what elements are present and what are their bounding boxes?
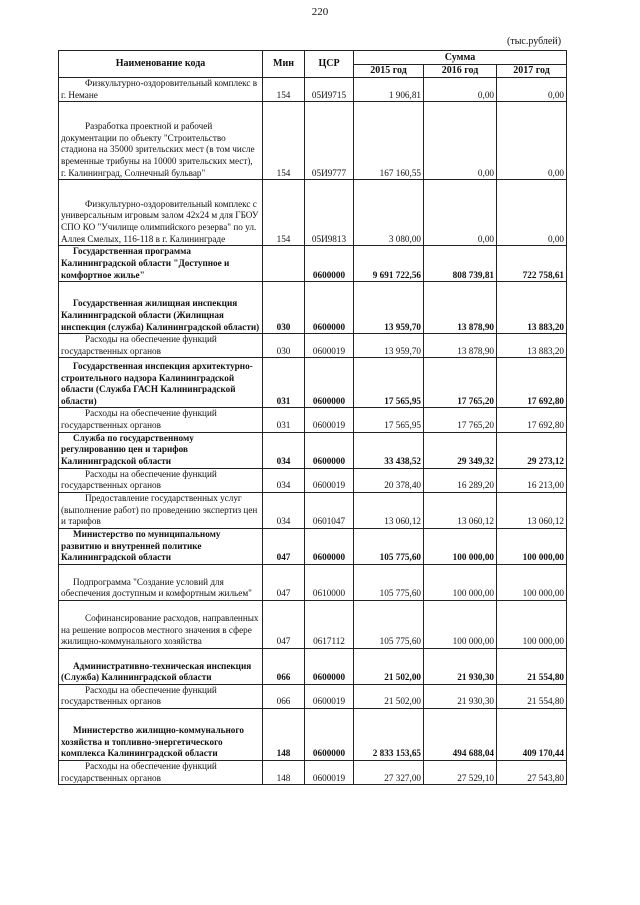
row-csr: 0610000 (305, 564, 354, 600)
header-year-2015: 2015 год (354, 65, 424, 78)
row-value-2015: 105 775,60 (354, 600, 424, 648)
row-min: 030 (263, 334, 305, 358)
row-min: 066 (263, 648, 305, 684)
row-name: Расходы на обеспечение функций государственных органов (59, 760, 263, 784)
row-value-2017: 0,00 (497, 180, 567, 246)
row-name: Расходы на обеспечение функций государственных органов (59, 334, 263, 358)
row-name: Подпрограмма "Создание условий для обеспечения доступным и комфортным жильем" (59, 564, 263, 600)
row-min: 047 (263, 564, 305, 600)
row-name: Расходы на обеспечение функций государственных органов (59, 684, 263, 708)
row-value-2015: 27 327,00 (354, 760, 424, 784)
row-value-2016: 0,00 (424, 180, 497, 246)
table-row (59, 708, 567, 760)
row-value-2015: 9 691 722,56 (354, 246, 424, 282)
table-row (59, 564, 567, 600)
row-value-2015: 1 906,81 (354, 78, 424, 102)
header-year-2016: 2016 год (424, 65, 497, 78)
table-row (59, 246, 567, 282)
row-value-2015: 33 438,52 (354, 432, 424, 468)
table-row (59, 408, 567, 432)
row-min: 034 (263, 468, 305, 492)
row-value-2015: 17 565,95 (354, 358, 424, 408)
table-row (59, 282, 567, 334)
table-row (59, 102, 567, 180)
table-row (59, 528, 567, 564)
row-csr: 0600000 (305, 282, 354, 334)
row-name: Административно-техническая инспекция (Служба) Калининградской области (59, 648, 263, 684)
row-min: 148 (263, 760, 305, 784)
row-value-2016: 27 529,10 (424, 760, 497, 784)
row-value-2017: 100 000,00 (497, 600, 567, 648)
row-csr: 0600019 (305, 334, 354, 358)
row-min: 034 (263, 432, 305, 468)
row-csr: 0600000 (305, 708, 354, 760)
row-name: Софинансирование расходов, направленных на решение вопросов местного значения в сфере жилищно-коммунального хозяйства (59, 600, 263, 648)
row-min: 047 (263, 528, 305, 564)
row-value-2016: 29 349,32 (424, 432, 497, 468)
row-min: 031 (263, 408, 305, 432)
row-csr: 05И9813 (305, 180, 354, 246)
row-value-2017: 17 692,80 (497, 408, 567, 432)
table-row (59, 684, 567, 708)
row-value-2017: 29 273,12 (497, 432, 567, 468)
budget-table (58, 50, 567, 785)
row-value-2017: 13 883,20 (497, 282, 567, 334)
row-value-2016: 21 930,30 (424, 684, 497, 708)
row-value-2016: 0,00 (424, 78, 497, 102)
row-name: Государственная инспекция архитектурно-строительного надзора Калининградской области (Служба ГАСН Калининградской области) (59, 358, 263, 408)
row-value-2016: 16 289,20 (424, 468, 497, 492)
row-name: Государственная жилищная инспекция Калининградской области (Жилищная инспекция (служба) Калининградской области) (59, 282, 263, 334)
row-value-2015: 13 959,70 (354, 282, 424, 334)
row-name: Служба по государственному регулированию цен и тарифов Калининградской области (59, 432, 263, 468)
row-value-2017: 0,00 (497, 102, 567, 180)
row-value-2017: 0,00 (497, 78, 567, 102)
row-name: Министерство по муниципальному развитию и внутренней политике Калининградской области (59, 528, 263, 564)
row-min: 154 (263, 78, 305, 102)
row-csr: 05И9777 (305, 102, 354, 180)
row-value-2017: 27 543,80 (497, 760, 567, 784)
row-csr: 0600000 (305, 432, 354, 468)
row-csr: 0600000 (305, 246, 354, 282)
row-name: Физкультурно-оздоровительный комплекс в г. Немане (59, 78, 263, 102)
row-value-2015: 21 502,00 (354, 684, 424, 708)
row-value-2016: 21 930,30 (424, 648, 497, 684)
row-csr: 0600019 (305, 468, 354, 492)
table-row (59, 432, 567, 468)
row-csr: 0600019 (305, 408, 354, 432)
row-value-2017: 21 554,80 (497, 684, 567, 708)
row-value-2017: 13 060,12 (497, 492, 567, 528)
row-csr: 0600019 (305, 760, 354, 784)
row-csr: 0601047 (305, 492, 354, 528)
table-row (59, 760, 567, 784)
row-value-2017: 21 554,80 (497, 648, 567, 684)
row-value-2016: 100 000,00 (424, 600, 497, 648)
row-name: Физкультурно-оздоровительный комплекс с универсальным игровым залом 42х24 м для ГБОУ СПО КО "Училище олимпийского резерва" по ул. Аллея Смелых, 116-118 в г. Калининграде (59, 180, 263, 246)
row-value-2016: 13 878,90 (424, 334, 497, 358)
row-value-2016: 808 739,81 (424, 246, 497, 282)
row-min: 148 (263, 708, 305, 760)
row-csr: 0600000 (305, 358, 354, 408)
row-value-2017: 409 170,44 (497, 708, 567, 760)
row-name: Государственная программа Калининградской области "Доступное и комфортное жилье" (59, 246, 263, 282)
row-value-2016: 13 878,90 (424, 282, 497, 334)
header-sum: Сумма (354, 51, 567, 65)
row-value-2015: 13 959,70 (354, 334, 424, 358)
row-value-2017: 13 883,20 (497, 334, 567, 358)
table-row (59, 78, 567, 102)
row-csr: 05И9715 (305, 78, 354, 102)
row-value-2017: 17 692,80 (497, 358, 567, 408)
row-name: Министерство жилищно-коммунального хозяйства и топливно-энергетического комплекса Калининградской области (59, 708, 263, 760)
row-value-2015: 20 378,40 (354, 468, 424, 492)
header-csr: ЦСР (305, 51, 354, 78)
row-value-2016: 17 765,20 (424, 358, 497, 408)
row-value-2015: 13 060,12 (354, 492, 424, 528)
row-value-2015: 167 160,55 (354, 102, 424, 180)
row-value-2015: 2 833 153,65 (354, 708, 424, 760)
table-body (59, 78, 567, 785)
row-min: 154 (263, 180, 305, 246)
row-value-2017: 16 213,00 (497, 468, 567, 492)
header-name: Наименование кода (59, 51, 263, 78)
row-name: Предоставление государственных услуг (выполнение работ) по проведению экспертиз цен и тарифов (59, 492, 263, 528)
row-value-2015: 105 775,60 (354, 564, 424, 600)
row-name: Расходы на обеспечение функций государственных органов (59, 468, 263, 492)
table-row (59, 648, 567, 684)
table-row (59, 358, 567, 408)
row-min (263, 246, 305, 282)
row-value-2016: 17 765,20 (424, 408, 497, 432)
row-value-2017: 722 758,61 (497, 246, 567, 282)
row-value-2015: 105 775,60 (354, 528, 424, 564)
table-row (59, 600, 567, 648)
row-csr: 0600000 (305, 648, 354, 684)
row-value-2017: 100 000,00 (497, 564, 567, 600)
row-min: 031 (263, 358, 305, 408)
row-csr: 0600019 (305, 684, 354, 708)
row-value-2016: 100 000,00 (424, 528, 497, 564)
row-value-2015: 3 080,00 (354, 180, 424, 246)
table-row (59, 334, 567, 358)
row-value-2016: 0,00 (424, 102, 497, 180)
row-min: 154 (263, 102, 305, 180)
table-row (59, 180, 567, 246)
row-min: 066 (263, 684, 305, 708)
unit-label: (тыс.рублей) (507, 36, 562, 47)
table-row (59, 492, 567, 528)
row-name: Разработка проектной и рабочей документации по объекту "Строительство стадиона на 35000 зрительских мест (в том числе временные трибуны на 10000 зрительских мест), г. Калининград, Солнечный бульвар" (59, 102, 263, 180)
row-min: 047 (263, 600, 305, 648)
row-value-2015: 17 565,95 (354, 408, 424, 432)
row-min: 030 (263, 282, 305, 334)
header-min: Мин (263, 51, 305, 78)
table-row (59, 468, 567, 492)
header-year-2017: 2017 год (497, 65, 567, 78)
row-value-2016: 13 060,12 (424, 492, 497, 528)
row-min: 034 (263, 492, 305, 528)
row-value-2016: 494 688,04 (424, 708, 497, 760)
page-number: 220 (311, 6, 329, 18)
row-name: Расходы на обеспечение функций государственных органов (59, 408, 263, 432)
row-value-2017: 100 000,00 (497, 528, 567, 564)
row-value-2016: 100 000,00 (424, 564, 497, 600)
row-value-2015: 21 502,00 (354, 648, 424, 684)
row-csr: 0600000 (305, 528, 354, 564)
row-csr: 0617112 (305, 600, 354, 648)
